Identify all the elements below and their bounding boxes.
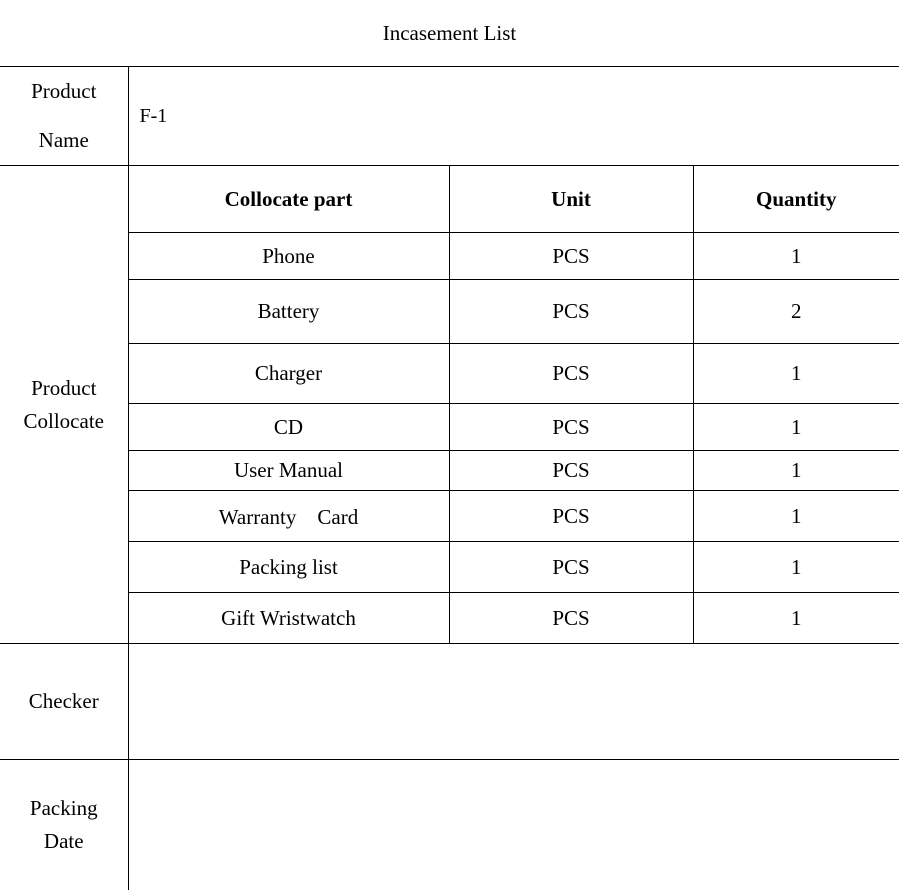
table-row (0, 233, 899, 280)
table-row (0, 280, 899, 344)
row-part: Phone (128, 233, 449, 280)
row-unit: PCS (449, 542, 693, 593)
checker-row (0, 644, 899, 760)
row-quantity: 1 (693, 404, 899, 451)
row-part: CD (128, 404, 449, 451)
table-row (0, 491, 899, 542)
product-collocate-label (0, 166, 128, 644)
row-part: Battery (128, 280, 449, 344)
row-quantity: 1 (693, 233, 899, 280)
table-row (0, 451, 899, 491)
header-quantity: Quantity (693, 166, 899, 233)
packing-date-row (0, 760, 899, 890)
row-unit: PCS (449, 344, 693, 404)
row-unit: PCS (449, 451, 693, 491)
product-name-label (0, 67, 128, 166)
row-unit: PCS (449, 280, 693, 344)
checker-value (128, 644, 899, 760)
table-row (0, 542, 899, 593)
row-quantity: 2 (693, 280, 899, 344)
row-part: Warranty Card (128, 491, 449, 542)
table-row (0, 404, 899, 451)
product-name-row (0, 67, 899, 166)
row-quantity: 1 (693, 344, 899, 404)
incasement-table (0, 66, 899, 890)
product-collocate-label-line1: Product (31, 375, 97, 400)
row-quantity: 1 (693, 451, 899, 491)
packing-date-value (128, 760, 899, 890)
product-name-label-line1: Product (31, 79, 97, 103)
table-row (0, 593, 899, 644)
packing-date-label-line2: Date (43, 828, 84, 853)
collocate-header-row (0, 166, 899, 233)
row-unit: PCS (449, 593, 693, 644)
header-collocate-part: Collocate part (128, 166, 449, 233)
row-quantity: 1 (693, 593, 899, 644)
product-name-value: F-1 (128, 67, 899, 166)
document-title: Incasement List (382, 21, 517, 45)
table-row (0, 344, 899, 404)
product-collocate-label-line2: Collocate (23, 408, 104, 433)
row-quantity: 1 (693, 542, 899, 593)
checker-label: Checker (0, 644, 128, 760)
product-name-label-line2: Name (38, 128, 89, 152)
row-unit: PCS (449, 233, 693, 280)
row-part: Gift Wristwatch (128, 593, 449, 644)
row-part: Packing list (128, 542, 449, 593)
row-part: Charger (128, 344, 449, 404)
row-unit: PCS (449, 491, 693, 542)
header-unit: Unit (449, 166, 693, 233)
row-unit: PCS (449, 404, 693, 451)
row-part: User Manual (128, 451, 449, 491)
packing-date-label (0, 760, 128, 890)
packing-date-label-line1: Packing (29, 795, 98, 820)
row-quantity: 1 (693, 491, 899, 542)
